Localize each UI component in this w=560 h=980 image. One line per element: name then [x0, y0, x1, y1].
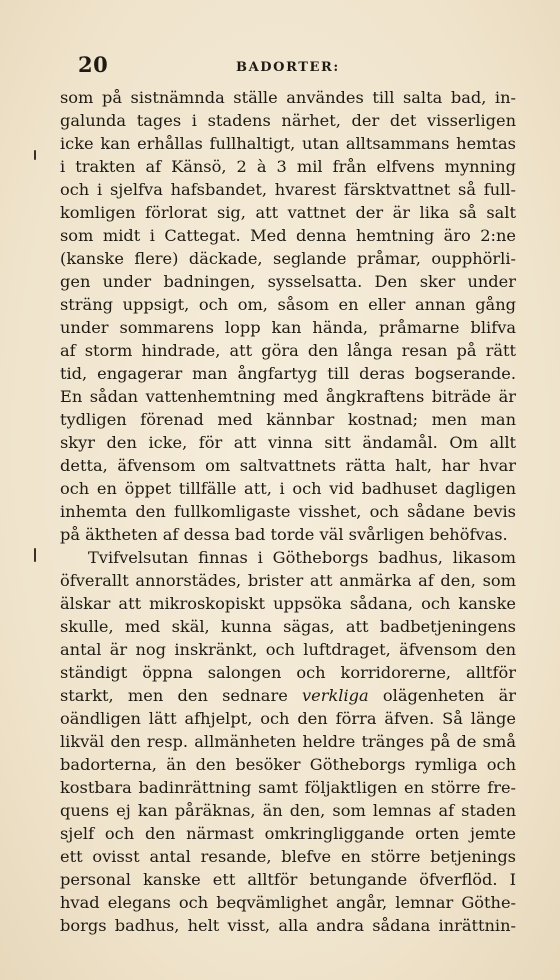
text-line: galunda tages i stadens närhet, der det visserligen	[60, 111, 516, 130]
text-line: under sommarens lopp kan hända, pråmarne blifva	[60, 318, 516, 337]
text-line: älskar att mikroskopiskt uppsöka sådana, och kanske	[60, 594, 516, 613]
emphasized-word: verkliga	[302, 686, 369, 705]
text-line: personal kanske ett alltför betungande öfverflöd. I	[60, 870, 516, 889]
text-line: skyr den icke, för att vinna sitt ändamål. Om allt	[60, 433, 516, 452]
text-line: som midt i Cattegat. Med denna hemtning äro 2:ne	[60, 226, 516, 245]
text-line: som på sistnämnda ställe användes till salta bad, in-	[60, 88, 516, 107]
margin-mark	[34, 548, 36, 562]
text-line: skulle, med skäl, kunna sägas, att badbetjeningens	[60, 617, 516, 636]
page-header	[60, 52, 512, 82]
text-line	[60, 684, 516, 707]
text-line: tydligen förenad med kännbar kostnad; men man	[60, 410, 516, 429]
text-line-segment: olägenheten är	[368, 686, 516, 705]
text-line: badorterna, än den besöker Götheborgs rymliga och	[60, 755, 516, 774]
text-line: på äktheten af dessa bad torde väl svårligen behöfvas.	[60, 525, 508, 544]
text-line: kostbara badinrättning samt följaktligen en större fre-	[60, 778, 516, 797]
text-line: En sådan vattenhemtning med ångkraftens biträde är	[60, 387, 516, 406]
text-line: och i sjelfva hafsbandet, hvarest färsktvattnet så full-	[60, 180, 516, 199]
text-line: oändligen lätt afhjelpt, och den förra äfven. Så länge	[60, 709, 516, 728]
text-line: och en öppet tillfälle att, i och vid badhuset dagligen	[60, 479, 516, 498]
text-line: komligen förlorat sig, att vattnet der är lika så salt	[60, 203, 516, 222]
text-line: gen under badningen, sysselsatta. Den sker under	[60, 272, 516, 291]
text-line: öfverallt annorstädes, brister att anmärka af den, som	[60, 571, 516, 590]
text-line: ständigt öppna salongen och korridorerne, alltför	[60, 663, 516, 682]
text-line: icke kan erhållas fullhaltigt, utan alltsammans hemtas	[60, 134, 516, 153]
text-line: borgs badhus, helt visst, alla andra sådana inrättnin-	[60, 916, 516, 935]
text-line: i trakten af Känsö, 2 à 3 mil från elfvens mynning	[60, 157, 516, 176]
running-head: BADORTER:	[236, 60, 340, 75]
text-line: antal är nog inskränkt, och luftdraget, äfvensom den	[60, 640, 516, 659]
text-line: sjelf och den närmast omkringliggande orten jemte	[60, 824, 516, 843]
text-line: quens ej kan påräknas, än den, som lemnas af staden	[60, 801, 516, 820]
text-line: inhemta den fullkomligaste visshet, och sådane bevis	[60, 502, 516, 521]
text-line: likväl den resp. allmänheten heldre tränges på de små	[60, 732, 516, 751]
text-line: sträng uppsigt, och om, såsom en eller annan gång	[60, 295, 516, 314]
text-line: detta, äfvensom om saltvattnets rätta halt, har hvar	[60, 456, 516, 475]
text-line: (kanske flere) däckade, seglande pråmar, oupphörli-	[60, 249, 516, 268]
text-line: ett ovisst antal resande, blefve en större betjenings	[60, 847, 516, 866]
text-line: af storm hindrade, att göra den långa resan på rätt	[60, 341, 516, 360]
margin-mark	[34, 150, 36, 160]
text-line: hvad elegans och beqvämlighet angår, lemnar Göthe-	[60, 893, 516, 912]
text-line-segment: starkt, men den sednare	[60, 686, 303, 705]
text-line: Tvifvelsutan finnas i Götheborgs badhus, likasom	[88, 548, 516, 567]
page-number: 20	[78, 52, 109, 77]
text-line: tid, engagerar man ångfartyg till deras bogserande.	[60, 364, 516, 383]
body-text	[60, 86, 516, 937]
